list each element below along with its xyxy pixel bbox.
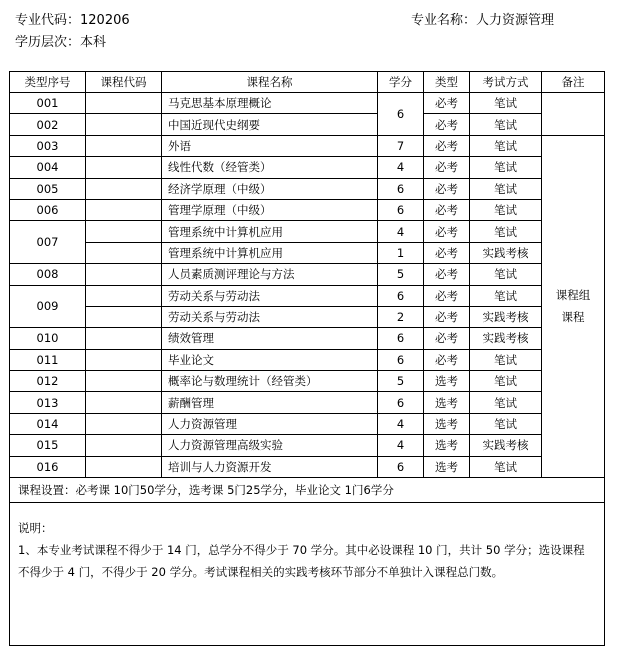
type-cell: 选考 (424, 435, 470, 456)
table-row (10, 349, 605, 370)
credits-cell: 5 (378, 371, 424, 392)
exam-cell: 笔试 (470, 114, 542, 135)
table-row (10, 371, 605, 392)
exam-cell: 笔试 (470, 135, 542, 156)
seq-cell: 016 (10, 456, 86, 477)
exam-cell: 笔试 (470, 199, 542, 220)
column-header: 课程名称 (162, 72, 378, 93)
major-code: 专业代码：120206 (15, 13, 130, 28)
code-cell (86, 371, 162, 392)
credits-cell: 6 (378, 285, 424, 306)
major-name: 专业名称：人力资源管理 (411, 13, 555, 28)
table-row (10, 178, 605, 199)
course-name-cell: 劳动关系与劳动法 (162, 306, 378, 327)
table-row (10, 114, 605, 135)
type-cell: 必考 (424, 349, 470, 370)
table-row (10, 306, 605, 327)
remark-line: 课程组 (555, 288, 591, 303)
code-cell (86, 285, 162, 306)
type-cell: 必考 (424, 178, 470, 199)
course-name-cell: 经济学原理（中级） (162, 178, 378, 199)
code-cell (86, 199, 162, 220)
seq-cell: 014 (10, 413, 86, 434)
table-row (10, 328, 605, 349)
seq-cell: 013 (10, 392, 86, 413)
type-cell: 必考 (424, 242, 470, 263)
notes-cell (10, 503, 605, 646)
code-cell (86, 242, 162, 263)
credits-cell: 6 (378, 199, 424, 220)
course-name-cell: 中国近现代史纲要 (162, 114, 378, 135)
code-cell (86, 221, 162, 242)
seq-cell: 007 (10, 221, 86, 264)
credits-cell: 6 (378, 456, 424, 477)
column-header: 课程代码 (86, 72, 162, 93)
exam-cell: 笔试 (470, 392, 542, 413)
course-settings-row (10, 478, 605, 503)
type-cell: 必考 (424, 264, 470, 285)
seq-cell: 010 (10, 328, 86, 349)
credits-cell: 1 (378, 242, 424, 263)
course-name-cell: 培训与人力资源开发 (162, 456, 378, 477)
exam-cell: 笔试 (470, 285, 542, 306)
exam-cell: 笔试 (470, 349, 542, 370)
code-cell (86, 413, 162, 434)
type-cell: 必考 (424, 93, 470, 114)
seq-cell: 009 (10, 285, 86, 328)
credits-cell: 4 (378, 413, 424, 434)
seq-cell: 015 (10, 435, 86, 456)
table-header-row (10, 72, 605, 93)
course-name-cell: 人员素质测评理论与方法 (162, 264, 378, 285)
type-cell: 必考 (424, 135, 470, 156)
type-cell: 必考 (424, 157, 470, 178)
code-cell (86, 135, 162, 156)
code-cell (86, 306, 162, 327)
code-cell (86, 392, 162, 413)
remark-line: 课程 (561, 310, 585, 325)
notes-text: 1、本专业考试课程不得少于 14 门，总学分不得少于 70 学分。其中必设课程 10 门，共计 50 学分；选设课程不得少于 4 门，不得少于 20 学分。考试课程相关的实践考核环节部分不单独计入课程总门数。 (18, 543, 585, 580)
credits-cell: 7 (378, 135, 424, 156)
notes-title: 说明： (18, 521, 53, 536)
credits-cell: 6 (378, 392, 424, 413)
credits-cell: 6 (378, 349, 424, 370)
code-cell (86, 157, 162, 178)
credits-cell: 6 (378, 178, 424, 199)
remark-cell (542, 135, 605, 477)
code-cell (86, 264, 162, 285)
course-name-cell: 薪酬管理 (162, 392, 378, 413)
course-name-cell: 概率论与数理统计（经管类） (162, 371, 378, 392)
credits-cell: 4 (378, 435, 424, 456)
course-settings: 课程设置：必考课 10门50学分，选考课 5门25学分，毕业论文 1门6学分 (10, 478, 605, 503)
exam-cell: 笔试 (470, 157, 542, 178)
code-cell (86, 93, 162, 114)
table-row (10, 242, 605, 263)
education-level: 学历层次：本科 (15, 35, 107, 50)
code-cell (86, 456, 162, 477)
course-name-cell: 外语 (162, 135, 378, 156)
exam-cell: 笔试 (470, 371, 542, 392)
type-cell: 选考 (424, 413, 470, 434)
seq-cell: 006 (10, 199, 86, 220)
exam-cell: 笔试 (470, 221, 542, 242)
credits-cell: 2 (378, 306, 424, 327)
seq-cell: 001 (10, 93, 86, 114)
exam-cell: 实践考核 (470, 328, 542, 349)
table-row (10, 221, 605, 242)
column-header: 类型 (424, 72, 470, 93)
type-cell: 必考 (424, 221, 470, 242)
table-row (10, 93, 605, 114)
exam-cell: 笔试 (470, 413, 542, 434)
course-name-cell: 劳动关系与劳动法 (162, 285, 378, 306)
column-header: 考试方式 (470, 72, 542, 93)
table-row (10, 157, 605, 178)
exam-cell: 笔试 (470, 93, 542, 114)
course-name-cell: 人力资源管理 (162, 413, 378, 434)
type-cell: 选考 (424, 392, 470, 413)
credits-cell: 4 (378, 157, 424, 178)
credits-cell: 4 (378, 221, 424, 242)
seq-cell: 008 (10, 264, 86, 285)
course-name-cell: 线性代数（经管类） (162, 157, 378, 178)
type-cell: 必考 (424, 114, 470, 135)
exam-cell: 笔试 (470, 264, 542, 285)
type-cell: 必考 (424, 285, 470, 306)
course-name-cell: 管理学原理（中级） (162, 199, 378, 220)
exam-cell: 实践考核 (470, 242, 542, 263)
table-row (10, 199, 605, 220)
type-cell: 必考 (424, 328, 470, 349)
course-name-cell: 管理系统中计算机应用 (162, 242, 378, 263)
code-cell (86, 435, 162, 456)
course-table (9, 71, 605, 646)
course-name-cell: 人力资源管理高级实验 (162, 435, 378, 456)
notes-row (10, 503, 605, 646)
course-name-cell: 马克思基本原理概论 (162, 93, 378, 114)
exam-cell: 笔试 (470, 456, 542, 477)
seq-cell: 002 (10, 114, 86, 135)
credits-cell: 6 (378, 93, 424, 136)
exam-cell: 实践考核 (470, 306, 542, 327)
credits-cell: 6 (378, 328, 424, 349)
remark-cell (542, 93, 605, 136)
code-cell (86, 114, 162, 135)
code-cell (86, 328, 162, 349)
seq-cell: 004 (10, 157, 86, 178)
type-cell: 必考 (424, 306, 470, 327)
course-name-cell: 毕业论文 (162, 349, 378, 370)
table-row (10, 413, 605, 434)
code-cell (86, 349, 162, 370)
credits-cell: 5 (378, 264, 424, 285)
exam-cell: 实践考核 (470, 435, 542, 456)
seq-cell: 003 (10, 135, 86, 156)
column-header: 类型序号 (10, 72, 86, 93)
type-cell: 选考 (424, 371, 470, 392)
seq-cell: 012 (10, 371, 86, 392)
table-row (10, 456, 605, 477)
table-row (10, 135, 605, 156)
type-cell: 选考 (424, 456, 470, 477)
course-name-cell: 管理系统中计算机应用 (162, 221, 378, 242)
code-cell (86, 178, 162, 199)
seq-cell: 005 (10, 178, 86, 199)
type-cell: 必考 (424, 199, 470, 220)
exam-cell: 笔试 (470, 178, 542, 199)
course-name-cell: 绩效管理 (162, 328, 378, 349)
table-row (10, 392, 605, 413)
table-row (10, 285, 605, 306)
table-row (10, 264, 605, 285)
column-header: 学分 (378, 72, 424, 93)
seq-cell: 011 (10, 349, 86, 370)
table-row (10, 435, 605, 456)
column-header: 备注 (542, 72, 605, 93)
